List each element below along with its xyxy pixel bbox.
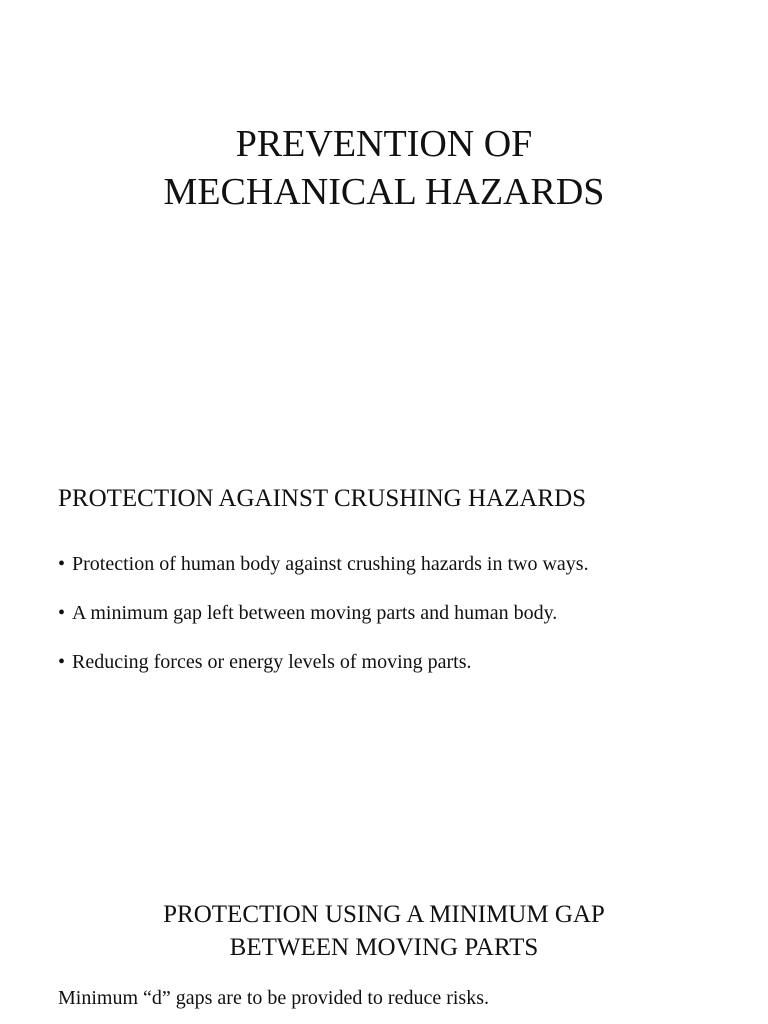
- bullet-marker: •: [58, 651, 66, 673]
- bullet-item: [58, 550, 589, 578]
- section-heading-line-2: BETWEEN MOVING PARTS: [229, 934, 539, 961]
- bullet-item: [58, 648, 589, 676]
- bullet-text: Protection of human body against crushing hazards in two ways.: [72, 553, 589, 575]
- bullet-text: Reducing forces or energy levels of moving parts.: [72, 651, 472, 673]
- bullet-text: A minimum gap left between moving parts and human body.: [72, 602, 558, 624]
- page-title: [0, 120, 768, 216]
- bullet-item: [58, 599, 589, 627]
- bullet-list: [58, 550, 589, 697]
- title-line-1: PREVENTION OF: [235, 123, 533, 165]
- bullet-marker: •: [58, 553, 66, 575]
- title-line-2: MECHANICAL HAZARDS: [163, 171, 605, 213]
- bullet-marker: •: [58, 602, 66, 624]
- section-heading-line-1: PROTECTION USING A MINIMUM GAP: [163, 901, 605, 928]
- section-heading-minimum-gap: [0, 898, 768, 964]
- section-heading-crushing: PROTECTION AGAINST CRUSHING HAZARDS: [58, 485, 587, 512]
- body-paragraph: Minimum “d” gaps are to be provided to reduce risks.: [58, 987, 489, 1009]
